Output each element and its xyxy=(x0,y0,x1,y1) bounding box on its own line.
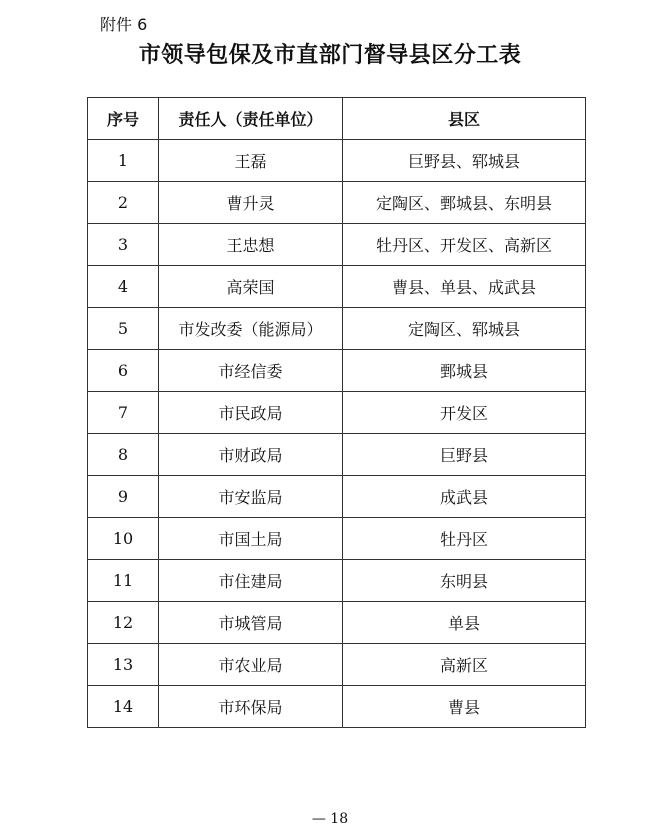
responsible-person-cell: 曹升灵 xyxy=(159,182,343,224)
responsible-person-cell: 市国土局 xyxy=(159,518,343,560)
table-row xyxy=(88,434,586,476)
page-number: — 18 xyxy=(311,811,349,827)
responsible-person-cell: 市住建局 xyxy=(159,560,343,602)
responsible-person-cell: 王磊 xyxy=(159,140,343,182)
serial-number-cell: 14 xyxy=(88,686,159,728)
district-cell: 定陶区、鄄城县、东明县 xyxy=(343,182,586,224)
serial-number-cell: 1 xyxy=(88,140,159,182)
district-cell: 单县 xyxy=(343,602,586,644)
table-row xyxy=(88,224,586,266)
serial-number-cell: 2 xyxy=(88,182,159,224)
responsible-person-cell: 市经信委 xyxy=(159,350,343,392)
serial-number-cell: 13 xyxy=(88,644,159,686)
attachment-label: 附件 6 xyxy=(100,15,148,34)
district-cell: 牡丹区、开发区、高新区 xyxy=(343,224,586,266)
table-header-row xyxy=(88,98,586,140)
responsible-person-cell: 市农业局 xyxy=(159,644,343,686)
district-cell: 开发区 xyxy=(343,392,586,434)
table-row xyxy=(88,350,586,392)
table-row xyxy=(88,518,586,560)
district-cell: 牡丹区 xyxy=(343,518,586,560)
header-serial-number: 序号 xyxy=(88,98,159,140)
division-table xyxy=(87,97,586,728)
serial-number-cell: 11 xyxy=(88,560,159,602)
table-row xyxy=(88,308,586,350)
serial-number-cell: 3 xyxy=(88,224,159,266)
table-row xyxy=(88,140,586,182)
table-row xyxy=(88,686,586,728)
district-cell: 定陶区、郓城县 xyxy=(343,308,586,350)
serial-number-cell: 5 xyxy=(88,308,159,350)
responsible-person-cell: 市环保局 xyxy=(159,686,343,728)
serial-number-cell: 4 xyxy=(88,266,159,308)
district-cell: 曹县、单县、成武县 xyxy=(343,266,586,308)
table-row xyxy=(88,560,586,602)
district-cell: 成武县 xyxy=(343,476,586,518)
table-row xyxy=(88,182,586,224)
table-row xyxy=(88,476,586,518)
responsible-person-cell: 市财政局 xyxy=(159,434,343,476)
serial-number-cell: 12 xyxy=(88,602,159,644)
district-cell: 巨野县 xyxy=(343,434,586,476)
district-cell: 巨野县、郓城县 xyxy=(343,140,586,182)
table-row xyxy=(88,602,586,644)
responsible-person-cell: 市安监局 xyxy=(159,476,343,518)
district-cell: 鄄城县 xyxy=(343,350,586,392)
table-row xyxy=(88,392,586,434)
header-responsible-person: 责任人（责任单位） xyxy=(159,98,343,140)
header-district: 县区 xyxy=(343,98,586,140)
serial-number-cell: 9 xyxy=(88,476,159,518)
responsible-person-cell: 王忠想 xyxy=(159,224,343,266)
district-cell: 东明县 xyxy=(343,560,586,602)
serial-number-cell: 6 xyxy=(88,350,159,392)
serial-number-cell: 10 xyxy=(88,518,159,560)
table-row xyxy=(88,266,586,308)
document-title: 市领导包保及市直部门督导县区分工表 xyxy=(138,42,522,68)
serial-number-cell: 7 xyxy=(88,392,159,434)
responsible-person-cell: 市民政局 xyxy=(159,392,343,434)
district-cell: 高新区 xyxy=(343,644,586,686)
responsible-person-cell: 市发改委（能源局） xyxy=(159,308,343,350)
table-body xyxy=(88,140,586,728)
responsible-person-cell: 市城管局 xyxy=(159,602,343,644)
serial-number-cell: 8 xyxy=(88,434,159,476)
district-cell: 曹县 xyxy=(343,686,586,728)
responsible-person-cell: 高荣国 xyxy=(159,266,343,308)
table-row xyxy=(88,644,586,686)
